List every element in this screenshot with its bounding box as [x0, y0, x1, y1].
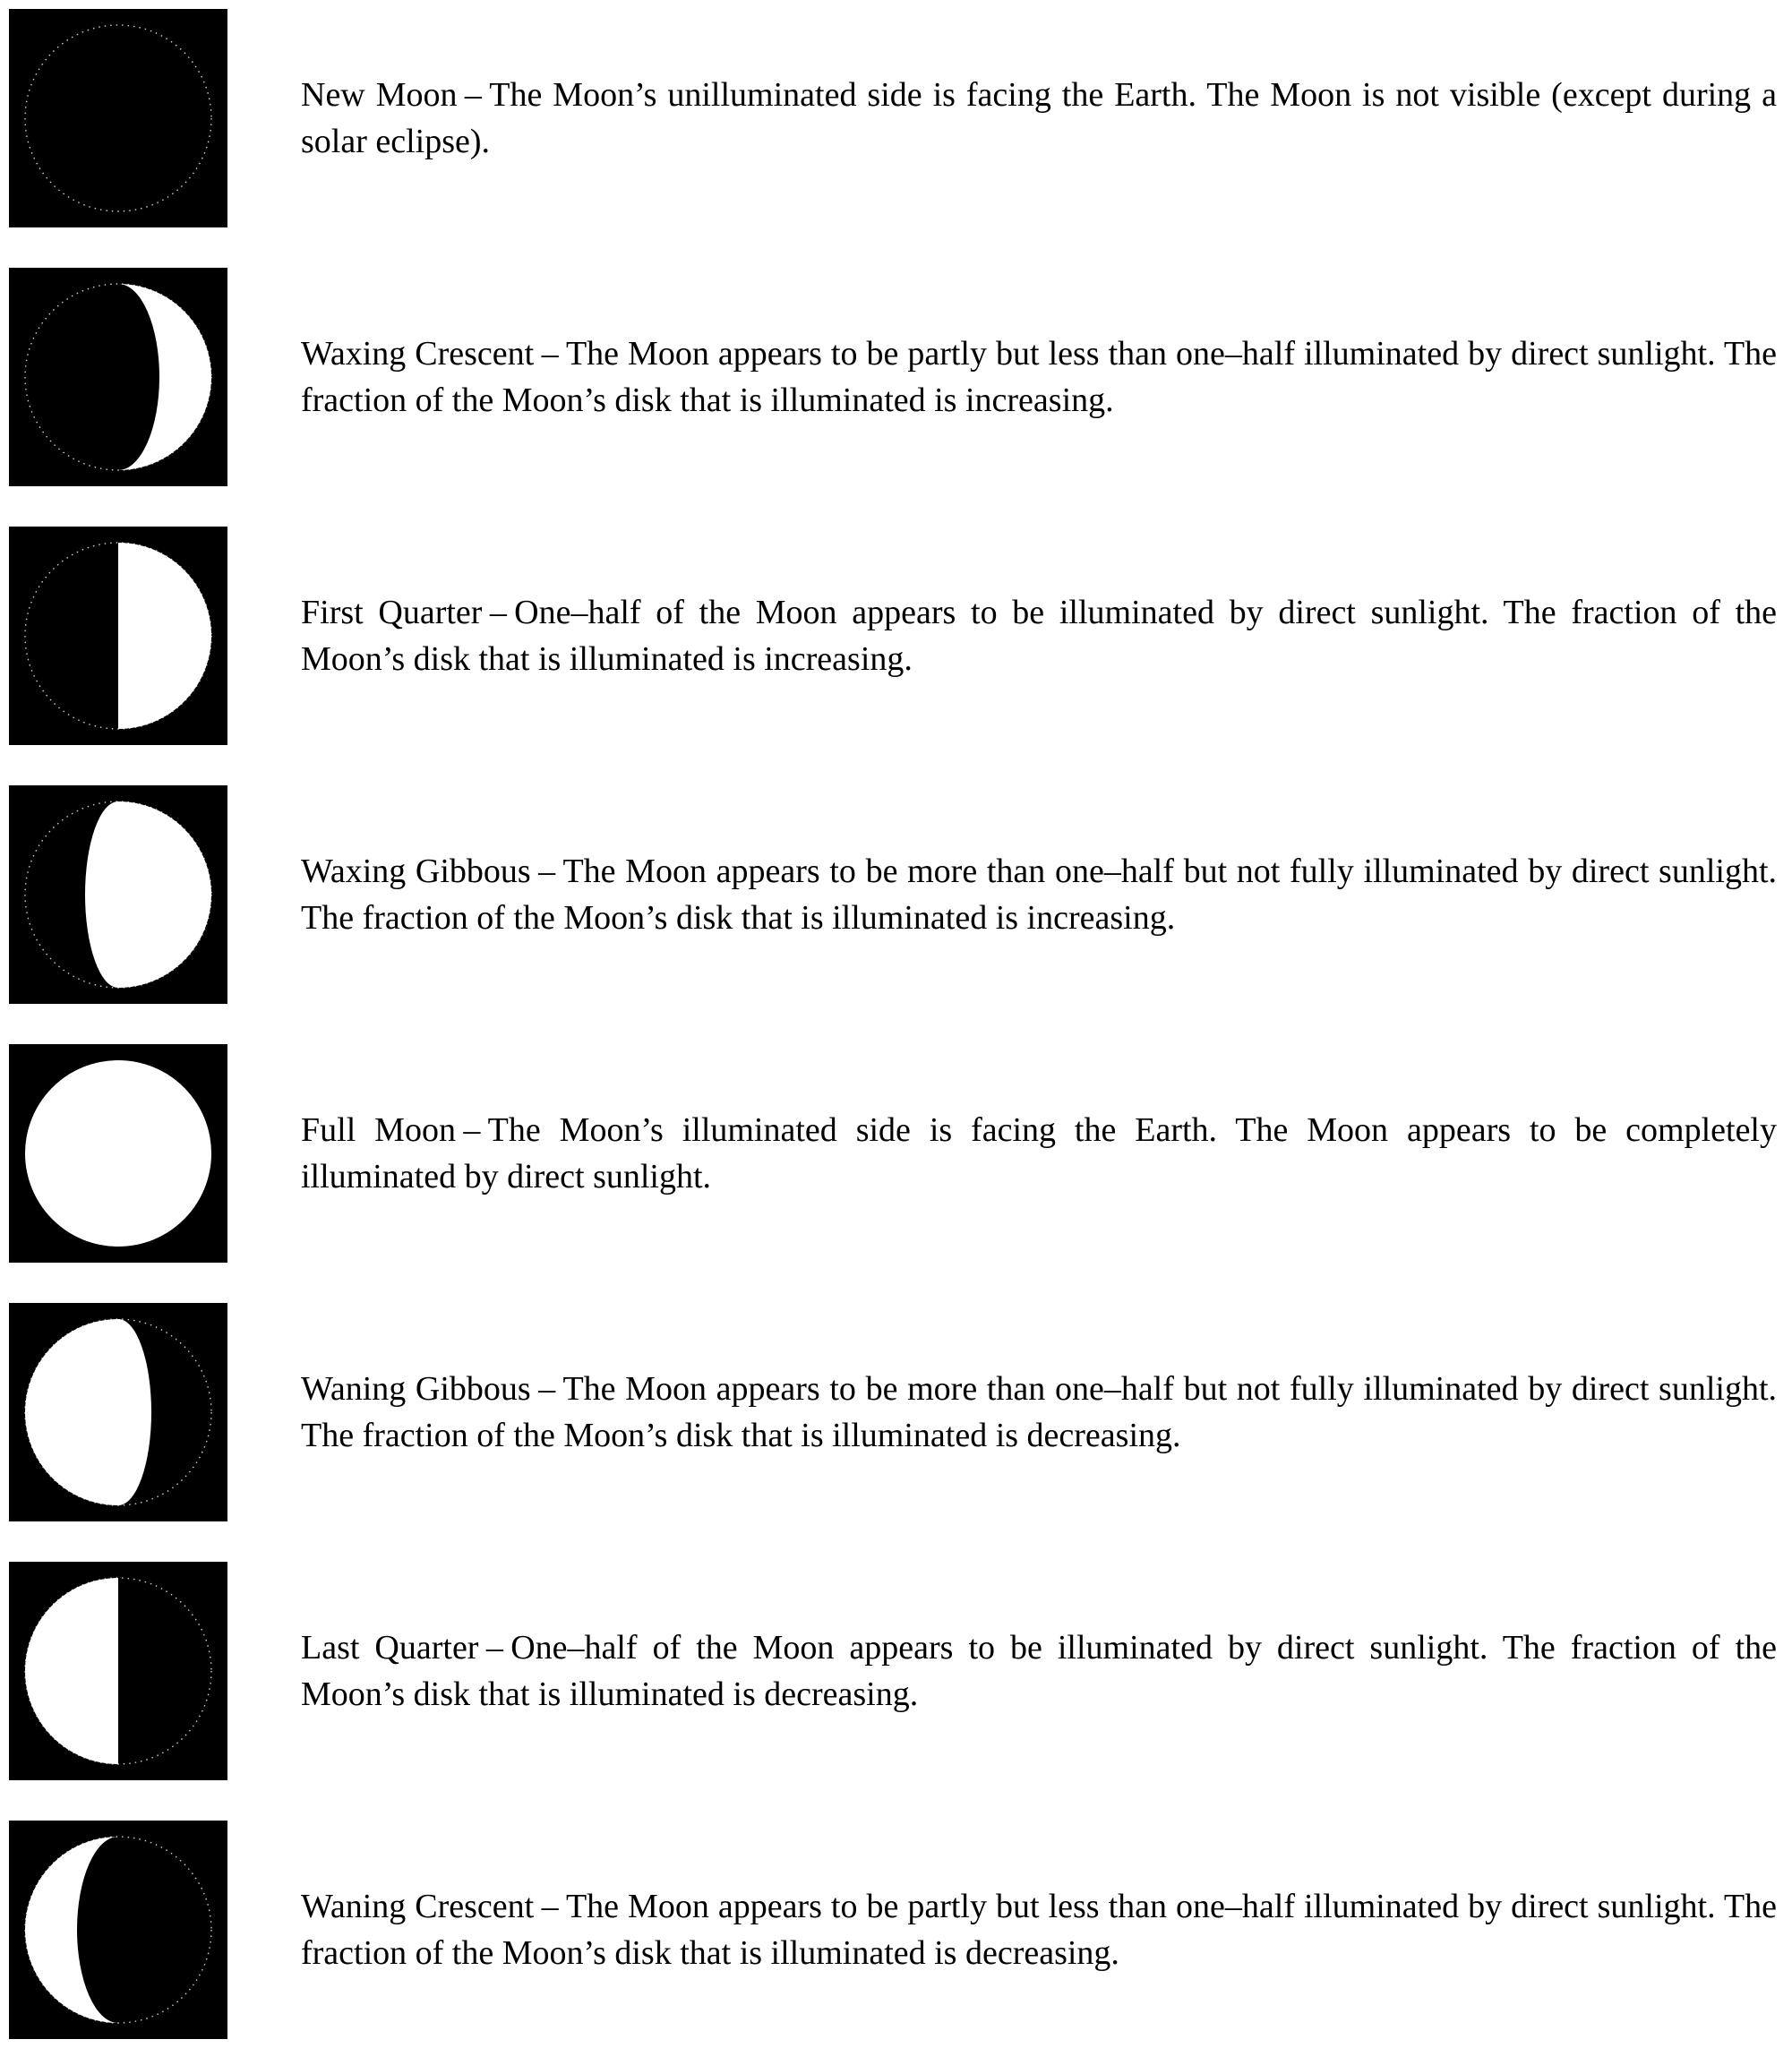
phase-name: Full Moon — [301, 1110, 456, 1149]
phase-name: Waning Gibbous — [301, 1369, 531, 1408]
phase-description-text: The Moon’s illuminated side is facing the Earth. The Moon appears to be completely illuminated by direct sunlight. — [301, 1110, 1777, 1195]
moon-image-cell — [9, 9, 227, 227]
phase-row-waxing-crescent — [9, 268, 1778, 486]
dash-separator: – — [463, 1110, 481, 1149]
phase-name: Last Quarter — [301, 1628, 479, 1667]
new-moon-icon — [9, 9, 227, 227]
dash-separator: – — [541, 334, 559, 373]
moon-image-cell — [9, 268, 227, 486]
phase-description — [301, 72, 1777, 165]
phase-description — [301, 330, 1777, 424]
full-moon-icon — [9, 1044, 227, 1263]
waning-crescent-moon-icon — [9, 1821, 227, 2039]
phase-row-last-quarter — [9, 1562, 1778, 1780]
moon-image-cell — [9, 1303, 227, 1521]
phase-row-first-quarter — [9, 527, 1778, 745]
waxing-crescent-moon-icon — [9, 268, 227, 486]
moon-image-cell — [9, 785, 227, 1004]
phase-row-new-moon — [9, 9, 1778, 227]
phase-description-text: One–half of the Moon appears to be illuminated by direct sunlight. The fraction of the Moon’s disk that is illuminated is decreasing. — [301, 1628, 1777, 1713]
phase-name: Waning Crescent — [301, 1887, 535, 1925]
phase-description — [301, 1624, 1777, 1718]
moon-image-cell — [9, 1044, 227, 1263]
dash-separator: – — [464, 75, 482, 114]
phase-name: First Quarter — [301, 593, 483, 631]
phase-description — [301, 848, 1777, 941]
last-quarter-moon-icon — [9, 1562, 227, 1780]
dash-separator: – — [538, 852, 556, 890]
phase-name: Waxing Gibbous — [301, 852, 531, 890]
moon-image-cell — [9, 1821, 227, 2039]
phase-row-waning-gibbous — [9, 1303, 1778, 1521]
first-quarter-moon-icon — [9, 527, 227, 745]
phase-description-text: The Moon appears to be more than one–half but not fully illuminated by direct sunlight. The fraction of the Moon’s disk that is illuminated is decreasing. — [301, 1369, 1778, 1454]
phase-description-text: The Moon appears to be partly but less than one–half illuminated by direct sunlight. The fraction of the Moon’s disk that is illuminated is decreasing. — [301, 1887, 1777, 1972]
dash-separator: – — [541, 1887, 559, 1925]
phase-row-waxing-gibbous — [9, 785, 1778, 1004]
waxing-gibbous-moon-icon — [9, 785, 227, 1004]
phase-row-waning-crescent — [9, 1821, 1778, 2039]
dash-separator: – — [489, 593, 507, 631]
phase-description-text: The Moon appears to be partly but less than one–half illuminated by direct sunlight. The fraction of the Moon’s disk that is illuminated is increasing. — [301, 334, 1777, 419]
dash-separator: – — [485, 1628, 503, 1667]
phase-description — [301, 1107, 1777, 1200]
dash-separator: – — [538, 1369, 556, 1408]
phase-name: Waxing Crescent — [301, 334, 535, 373]
phase-description-text: One–half of the Moon appears to be illuminated by direct sunlight. The fraction of the Moon’s disk that is illuminated is increasing. — [301, 593, 1778, 678]
phase-description — [301, 1883, 1777, 1976]
phase-description-text: The Moon appears to be more than one–half but not fully illuminated by direct sunlight. The fraction of the Moon’s disk that is illuminated is increasing. — [301, 852, 1778, 937]
phase-name: New Moon — [301, 75, 458, 114]
moon-image-cell — [9, 1562, 227, 1780]
phase-description — [301, 1366, 1777, 1459]
moon-image-cell — [9, 527, 227, 745]
phase-description — [301, 589, 1777, 682]
waning-gibbous-moon-icon — [9, 1303, 227, 1521]
phase-row-full-moon — [9, 1044, 1778, 1263]
phase-description-text: The Moon’s unilluminated side is facing the Earth. The Moon is not visible (except during a solar eclipse). — [301, 75, 1777, 160]
